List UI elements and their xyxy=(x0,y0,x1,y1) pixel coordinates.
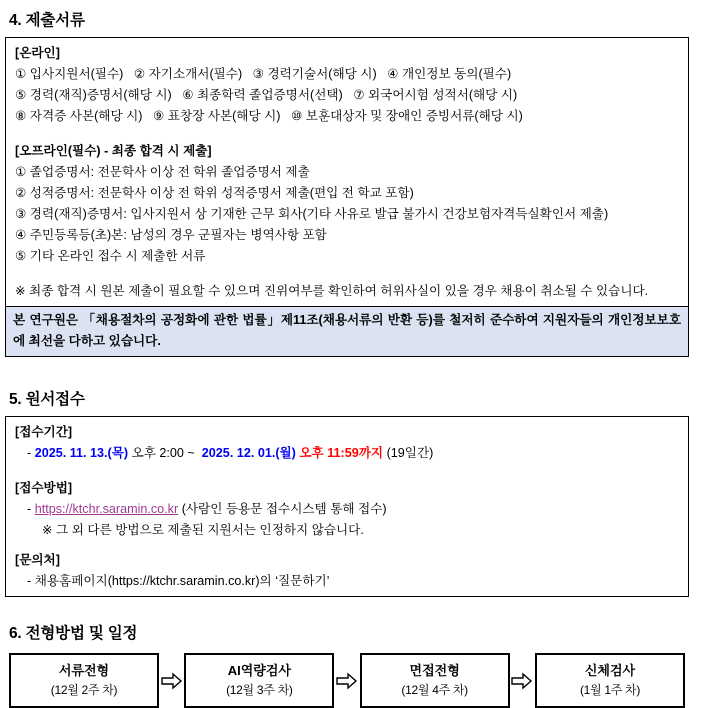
online-header: [온라인] xyxy=(15,46,60,60)
step-when: (1월 1주 차) xyxy=(579,683,641,697)
flow-step-document-screening xyxy=(9,653,159,708)
selection-process-flow xyxy=(5,653,689,708)
dash: - xyxy=(27,502,32,516)
method-header: [접수방법] xyxy=(15,481,73,495)
spacer xyxy=(15,267,679,281)
online-line: ⑤ 경력(재직)증명서(해당 시) ⑥ 최종학력 졸업증명서(선택) ⑦ 외국어시험 성적서(해당 시) xyxy=(15,88,518,102)
spacer xyxy=(15,127,679,141)
dash: - xyxy=(27,446,32,460)
spacer xyxy=(15,541,679,550)
section6-title: 6. 전형방법 및 일정 xyxy=(9,625,138,642)
flow-arrow-icon xyxy=(334,671,359,691)
offline-header: [오프라인(필수) - 최종 합격 시 제출] xyxy=(15,144,212,158)
method-note: ※ 그 외 다른 방법으로 제출된 지원서는 인정하지 않습니다. xyxy=(42,523,364,537)
contact-header: [문의처] xyxy=(15,553,60,567)
flow-arrow-icon xyxy=(510,671,535,691)
offline-line: ④ 주민등록등(초)본: 남성의 경우 군필자는 병역사항 포함 xyxy=(15,228,327,242)
contact-text: 채용홈페이지(https://ktchr.saramin.co.kr)의 ‘질문하기’ xyxy=(34,574,330,588)
privacy-highlight: 본 연구원은 「채용절차의 공정화에 관한 법률」제11조(채용서류의 반환 등)를 철저히 준수하여 지원자들의 개인정보보호에 최선을 다하고 있습니다. xyxy=(6,306,688,356)
original-documents-note: ※ 최종 합격 시 원본 제출이 필요할 수 있으며 진위여부를 확인하여 허위사실이 있을 경우 채용이 취소될 수 있습니다. xyxy=(15,284,649,298)
section5-title: 5. 원서접수 xyxy=(9,391,85,408)
flow-arrow-icon xyxy=(159,671,184,691)
flow-step-interview xyxy=(360,653,510,708)
contact-line xyxy=(15,571,679,592)
method-line xyxy=(15,499,679,520)
offline-line: ② 성적증명서: 전문학사 이상 전 학위 성적증명서 제출(편입 전 학교 포함) xyxy=(15,186,414,200)
offline-line: ③ 경력(재직)증명서: 입사지원서 상 기재한 근무 회사(기타 사유로 발급 불가시 건강보험자격득실확인서 제출) xyxy=(15,207,609,221)
online-line: ⑧ 자격증 사본(해당 시) ⑨ 표창장 사본(해당 시) ⑩ 보훈대상자 및 장애인 증빙서류(해당 시) xyxy=(15,109,523,123)
step-when: (12월 3주 차) xyxy=(226,683,293,697)
step-name: 신체검사 xyxy=(584,663,636,678)
spacer xyxy=(15,464,679,478)
offline-line: ⑤ 기타 온라인 접수 시 제출한 서류 xyxy=(15,249,206,263)
period-header: [접수기간] xyxy=(15,425,73,439)
step-name: AI역량검사 xyxy=(227,663,291,678)
period-duration: (19일간) xyxy=(386,446,434,460)
submission-documents-content xyxy=(6,38,688,306)
apply-link[interactable]: https://ktchr.saramin.co.kr xyxy=(34,502,179,516)
submission-documents-box xyxy=(5,37,689,357)
section4-title: 4. 제출서류 xyxy=(9,12,85,29)
step-name: 면접전형 xyxy=(409,663,460,678)
period-line xyxy=(15,443,679,464)
step-when: (12월 2주 차) xyxy=(50,683,118,697)
date-start: 2025. 11. 13.(목) xyxy=(34,446,129,460)
online-line: ① 입사지원서(필수) ② 자기소개서(필수) ③ 경력기술서(해당 시) ④ 개인정보 동의(필수) xyxy=(15,67,512,81)
period-mid: 오후 2:00 ~ xyxy=(131,446,195,460)
flow-step-ai-test xyxy=(184,653,334,708)
application-box xyxy=(5,416,689,597)
dash: - xyxy=(27,574,32,588)
flow-step-physical-exam xyxy=(535,653,685,708)
method-suffix: (사람인 등용문 접수시스템 통해 접수) xyxy=(181,502,387,516)
step-name: 서류전형 xyxy=(58,663,110,678)
step-when: (12월 4주 차) xyxy=(401,683,468,697)
offline-line: ① 졸업증명서: 전문학사 이상 전 학위 졸업증명서 제출 xyxy=(15,165,310,179)
deadline-time: 오후 11:59까지 xyxy=(299,446,384,460)
date-end: 2025. 12. 01.(월) xyxy=(201,446,296,460)
